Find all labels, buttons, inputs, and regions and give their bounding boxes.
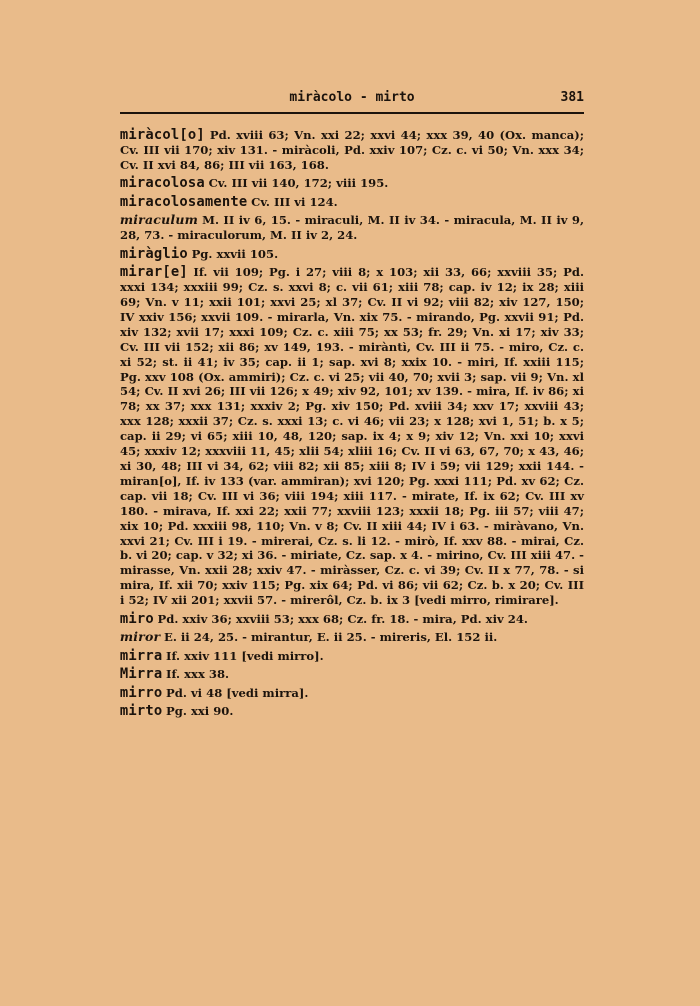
page-number: 381	[560, 90, 584, 105]
entry-headword: mirar[e]	[119, 264, 188, 281]
entry-references: Pd. xxiv 36; xxviii 53; xxx 68; Cz. fr. 18. - mira, Pd. xiv 24.	[157, 611, 528, 626]
entry-headword: mirto	[119, 703, 163, 720]
entry-headword: miraculum	[119, 212, 199, 228]
entry-references: Pd. vi 48 [vedi mirra].	[166, 685, 309, 700]
header-rule	[120, 112, 584, 114]
entry-references: Pg. xxi 90.	[166, 704, 234, 719]
entry-headword: mirra	[119, 647, 163, 664]
running-header	[120, 88, 584, 112]
entry-headword: Mirra	[119, 666, 163, 683]
entry-references: Pd. xviii 63; Vn. xxi 22; xxvi 44; xxx 39, 40 (Ox. manca); Cv. III vii 170; xiv 131. - miràcoli, Pd. xxiv 107; Cz. c. vi 50; Vn. xxx 34; Cv. II xvi 84, 86; III vii 163, 168.	[120, 128, 584, 172]
dictionary-entry	[120, 612, 584, 627]
entry-headword: miro	[119, 610, 154, 627]
running-title: miràcolo - mirto	[289, 90, 415, 105]
dictionary-entry	[120, 649, 584, 664]
dictionary-entry	[120, 265, 584, 608]
dictionary-page	[120, 88, 584, 723]
dictionary-entry	[120, 630, 584, 645]
entry-references: If. vii 109; Pg. i 27; viii 8; x 103; xii 33, 66; xxviii 35; Pd. xxxi 134; xxxiii 99; Cz. s. xxvi 8; c. vii 61; xiii 78; cap. iv 12; ix 28; xiii 69; Vn. v 11; xxii 101; xxvi 25; xl 37; Cv. II vi 92; viii 82; xiv 127, 150; IV xxiv 156; xxvii 109. - mirarla, Vn. xix 75. - mirando, Pg. xxvii 91; Pd. xiv 132; xvii 17; xxxi 109; Cz. c. xiii 75; xx 53; fr. 29; Vn. xi 17; xiv 33; Cv. III vii 152; xii 86; xv 149, 193. - miràntì, Cv. III ii 75. - miro, Cz. c. xi 52; st. ii 41; iv 35; cap. ii 1; sap. xvi 8; xxix 10. - miri, If. xxiii 115; Pg. xxv 108 (Ox. ammiri); Cz. c. vi 25; vii 40, 70; xvii 3; sap. vii 9; Vn. xl 54; Cv. II xvi 26; III vii 126; x 49; xiv 92, 101; xv 139. - mira, If. iv 86; xi 78; xx 37; xxx 131; xxxiv 2; Pg. xiv 150; Pd. xviii 34; xxv 17; xxviii 43; xxx 128; xxxii 37; Cz. s. xxxi 13; c. vi 46; vii 23; x 128; xvi 1, 51; b. x 5; cap. ii 29; vi 65; xiii 10, 48, 120; sap. ix 4; x 9; xiv 12; Vn. xxi 10; xxvi 45; xxxiv 12; xxxviii 11, 45; xlii 54; xliii 16; Cv. II vi 63, 67, 70; x 43, 46; xi 30, 48; III vi 34, 62; viii 82; xii 85; xiii 8; IV i 59; vii 129; xxii 144. - miran[o], If. iv 133 (var. ammiran); xvi 120; Pg. xxxi 111; Pd. xv 62; Cz. cap. vii 18; Cv. III vi 36; viii 194; xiii 117. - mirate, If. ix 62; Cv. III xv 180. - mirava, If. xxi 22; xxii 77; xxviii 123; xxxii 18; Pg. iii 57; viii 47; xix 10; Pd. xxxiii 98, 110; Vn. v 8; Cv. II xiii 44; IV i 63. - miràvano, Vn. xxvi 21; Cv. III i 19. - mirerai, Cz. s. li 12. - mirò, If. xxv 88. - mirai, Cz. b. vi 20; cap. v 32; xi 36. - miriate, Cz. sap. x 4. - mirino, Cv. III xiii 47. - mirasse, Vn. xxii 28; xxiv 47. - miràsser, Cz. c. vi 39; Cv. II x 77, 78. - si mira, If. xii 70; xxiv 115; Pg. xix 64; Pd. vi 86; vii 62; Cz. b. x 20; Cv. III i 52; IV xii 201; xxvii 57. - mirerôl, Cz. b. ix 3 [vedi mirro, rimirare].	[120, 265, 585, 608]
entry-headword: miràcol[o]	[119, 127, 205, 143]
dictionary-entry	[120, 176, 584, 191]
entry-references: M. II iv 6, 15. - miraculi, M. II iv 34. - miracula, M. II iv 9, 28, 73. - miraculorum, M. II iv 2, 24.	[120, 213, 584, 243]
entry-references: Cv. III vii 140, 172; viii 195.	[208, 176, 389, 191]
entry-references: If. xxiv 111 [vedi mirro].	[166, 648, 324, 663]
entry-references: Pg. xxvii 105.	[191, 246, 279, 261]
entry-headword: miracolosa	[119, 175, 205, 192]
entry-references: Cv. III vi 124.	[251, 194, 338, 209]
dictionary-entry	[120, 247, 584, 262]
dictionary-entry	[120, 195, 584, 210]
entry-references: If. xxx 38.	[166, 667, 230, 682]
entry-headword: mirro	[119, 684, 163, 701]
dictionary-entry	[120, 128, 584, 173]
entry-headword: miracolosamente	[119, 193, 248, 210]
entry-headword: miror	[119, 629, 161, 645]
dictionary-entry	[120, 667, 584, 682]
dictionary-entry	[120, 686, 584, 701]
dictionary-entry	[120, 213, 584, 243]
entry-list	[120, 128, 584, 719]
entry-headword: miràglio	[119, 245, 188, 262]
entry-references: E. ii 24, 25. - mirantur, E. ii 25. - mireris, El. 152 ii.	[163, 630, 498, 645]
dictionary-entry	[120, 704, 584, 719]
